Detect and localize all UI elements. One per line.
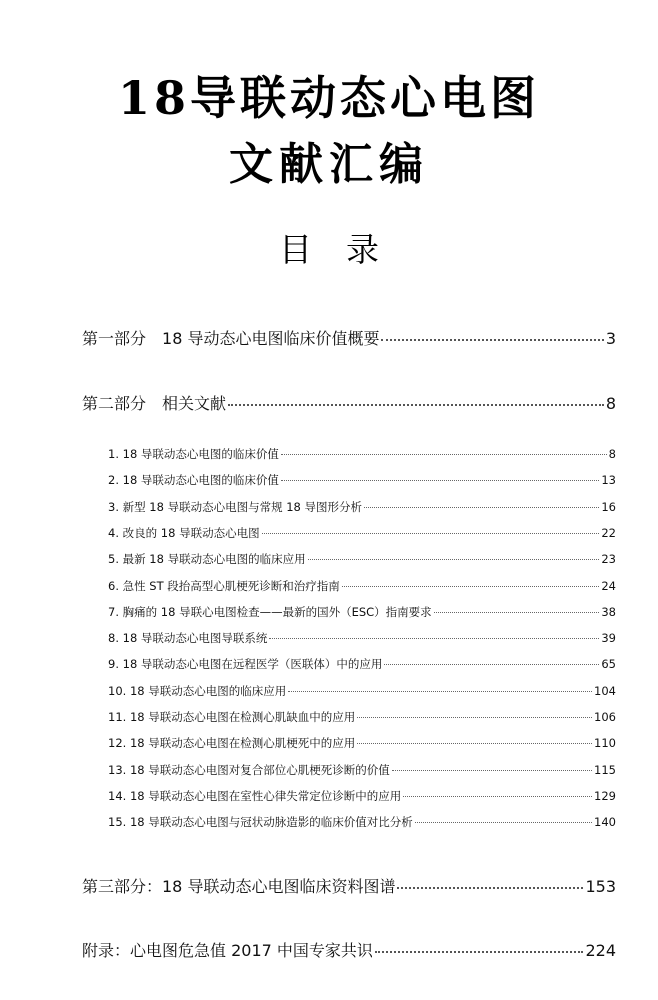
toc-article-label: 6. 急性 ST 段抬高型心肌梗死诊断和治疗指南: [108, 578, 340, 593]
toc-article-entry: [108, 656, 616, 672]
toc-article-entry: [108, 788, 616, 804]
toc-article-page: 110: [594, 736, 616, 751]
toc-entry-part-2: [82, 391, 616, 414]
toc-article-label: 3. 新型 18 导联动态心电图与常规 18 导图形分析: [108, 499, 363, 514]
toc-entry-page: 224: [585, 941, 616, 960]
toc-entry-page: 3: [605, 329, 616, 348]
dot-leader: [364, 507, 599, 508]
dot-leader: [357, 743, 592, 744]
dot-leader: [281, 454, 607, 455]
toc-entry-part-1: [82, 326, 616, 349]
toc-article-label: 15. 18 导联动态心电图与冠状动脉造影的临床价值对比分析: [108, 815, 413, 830]
toc-article-page: 104: [594, 683, 616, 698]
toc-article-page: 129: [594, 788, 616, 803]
toc-article-label: 13. 18 导联动态心电图对复合部位心肌梗死诊断的价值: [108, 762, 390, 777]
dot-leader: [397, 887, 583, 889]
toc-article-entry: [108, 630, 616, 646]
toc-article-page: 39: [601, 631, 616, 646]
document-title-line-1: 18导联动态心电图: [117, 71, 540, 125]
toc-article-entry: [108, 709, 616, 725]
toc-article-entry: [108, 551, 616, 567]
toc-article-entry: [108, 814, 616, 830]
document-title-line-2: 文献汇编: [229, 139, 429, 190]
dot-leader: [281, 480, 599, 481]
toc-article-page: 140: [594, 815, 616, 830]
toc-article-page: 24: [601, 578, 616, 593]
dot-leader: [228, 404, 604, 406]
toc-article-entry: [108, 499, 616, 515]
toc-article-page: 22: [601, 525, 616, 540]
dot-leader: [357, 717, 592, 718]
dot-leader: [288, 691, 592, 692]
toc-article-entry: [108, 472, 616, 488]
toc-article-page: 8: [608, 447, 616, 461]
toc-article-entry: [108, 683, 616, 699]
toc-article-label: 4. 改良的 18 导联动态心电图: [108, 525, 260, 540]
toc-article-page: 115: [594, 762, 616, 777]
toc-entry-label: 第一部分 18 导动态心电图临床价值概要: [82, 329, 380, 348]
toc-entry-part-3: [82, 874, 616, 897]
toc-entry-label: 附录：心电图危急值 2017 中国专家共识: [82, 941, 373, 960]
toc-article-label: 2. 18 导联动态心电图的临床价值: [108, 473, 279, 488]
toc-article-label: 11. 18 导联动态心电图在检测心肌缺血中的应用: [108, 710, 356, 724]
dot-leader: [415, 822, 592, 823]
toc-article-label: 8. 18 导联动态心电图导联系统: [108, 631, 268, 646]
toc-article-page: 13: [601, 473, 616, 488]
toc-heading: 目录: [279, 230, 413, 269]
toc-article-label: 14. 18 导联动态心电图在室性心律失常定位诊断中的应用: [108, 788, 402, 803]
toc-article-page: 65: [601, 657, 616, 672]
dot-leader: [392, 770, 592, 771]
toc-article-label: 5. 最新 18 导联动态心电图的临床应用: [108, 552, 306, 567]
toc-article-label: 9. 18 导联动态心电图在远程医学（医联体）中的应用: [108, 657, 383, 672]
dot-leader: [262, 533, 600, 534]
toc-article-page: 16: [601, 499, 616, 514]
toc-article-page: 38: [601, 604, 616, 619]
toc-article-label: 10. 18 导联动态心电图的临床应用: [108, 683, 287, 698]
toc-entry-page: 8: [605, 394, 616, 413]
dot-leader: [269, 638, 599, 639]
toc-article-page: 106: [594, 710, 616, 724]
dot-leader: [342, 586, 600, 587]
toc-article-label: 1. 18 导联动态心电图的临床价值: [108, 447, 279, 461]
dot-leader: [384, 664, 599, 665]
toc-article-entry: [108, 446, 616, 462]
dot-leader: [434, 612, 600, 613]
toc-article-entry: [108, 735, 616, 751]
dot-leader: [403, 796, 592, 797]
toc-entry-label: 第三部分：18 导联动态心电图临床资料图谱: [82, 877, 396, 896]
toc-entry-appendix: [82, 938, 616, 961]
toc-article-entry: [108, 578, 616, 594]
dot-leader: [381, 339, 603, 341]
dot-leader: [308, 559, 600, 560]
toc-entry-label: 第二部分 相关文献: [82, 394, 227, 413]
toc-article-page: 23: [601, 552, 616, 567]
dot-leader: [375, 951, 584, 953]
toc-article-label: 7. 胸痛的 18 导联心电图检查——最新的国外（ESC）指南要求: [108, 604, 432, 619]
toc-article-entry: [108, 762, 616, 778]
toc-article-entry: [108, 525, 616, 541]
toc-article-label: 12. 18 导联动态心电图在检测心肌梗死中的应用: [108, 736, 356, 751]
toc-entry-page: 153: [585, 877, 616, 896]
toc-article-entry: [108, 604, 616, 620]
